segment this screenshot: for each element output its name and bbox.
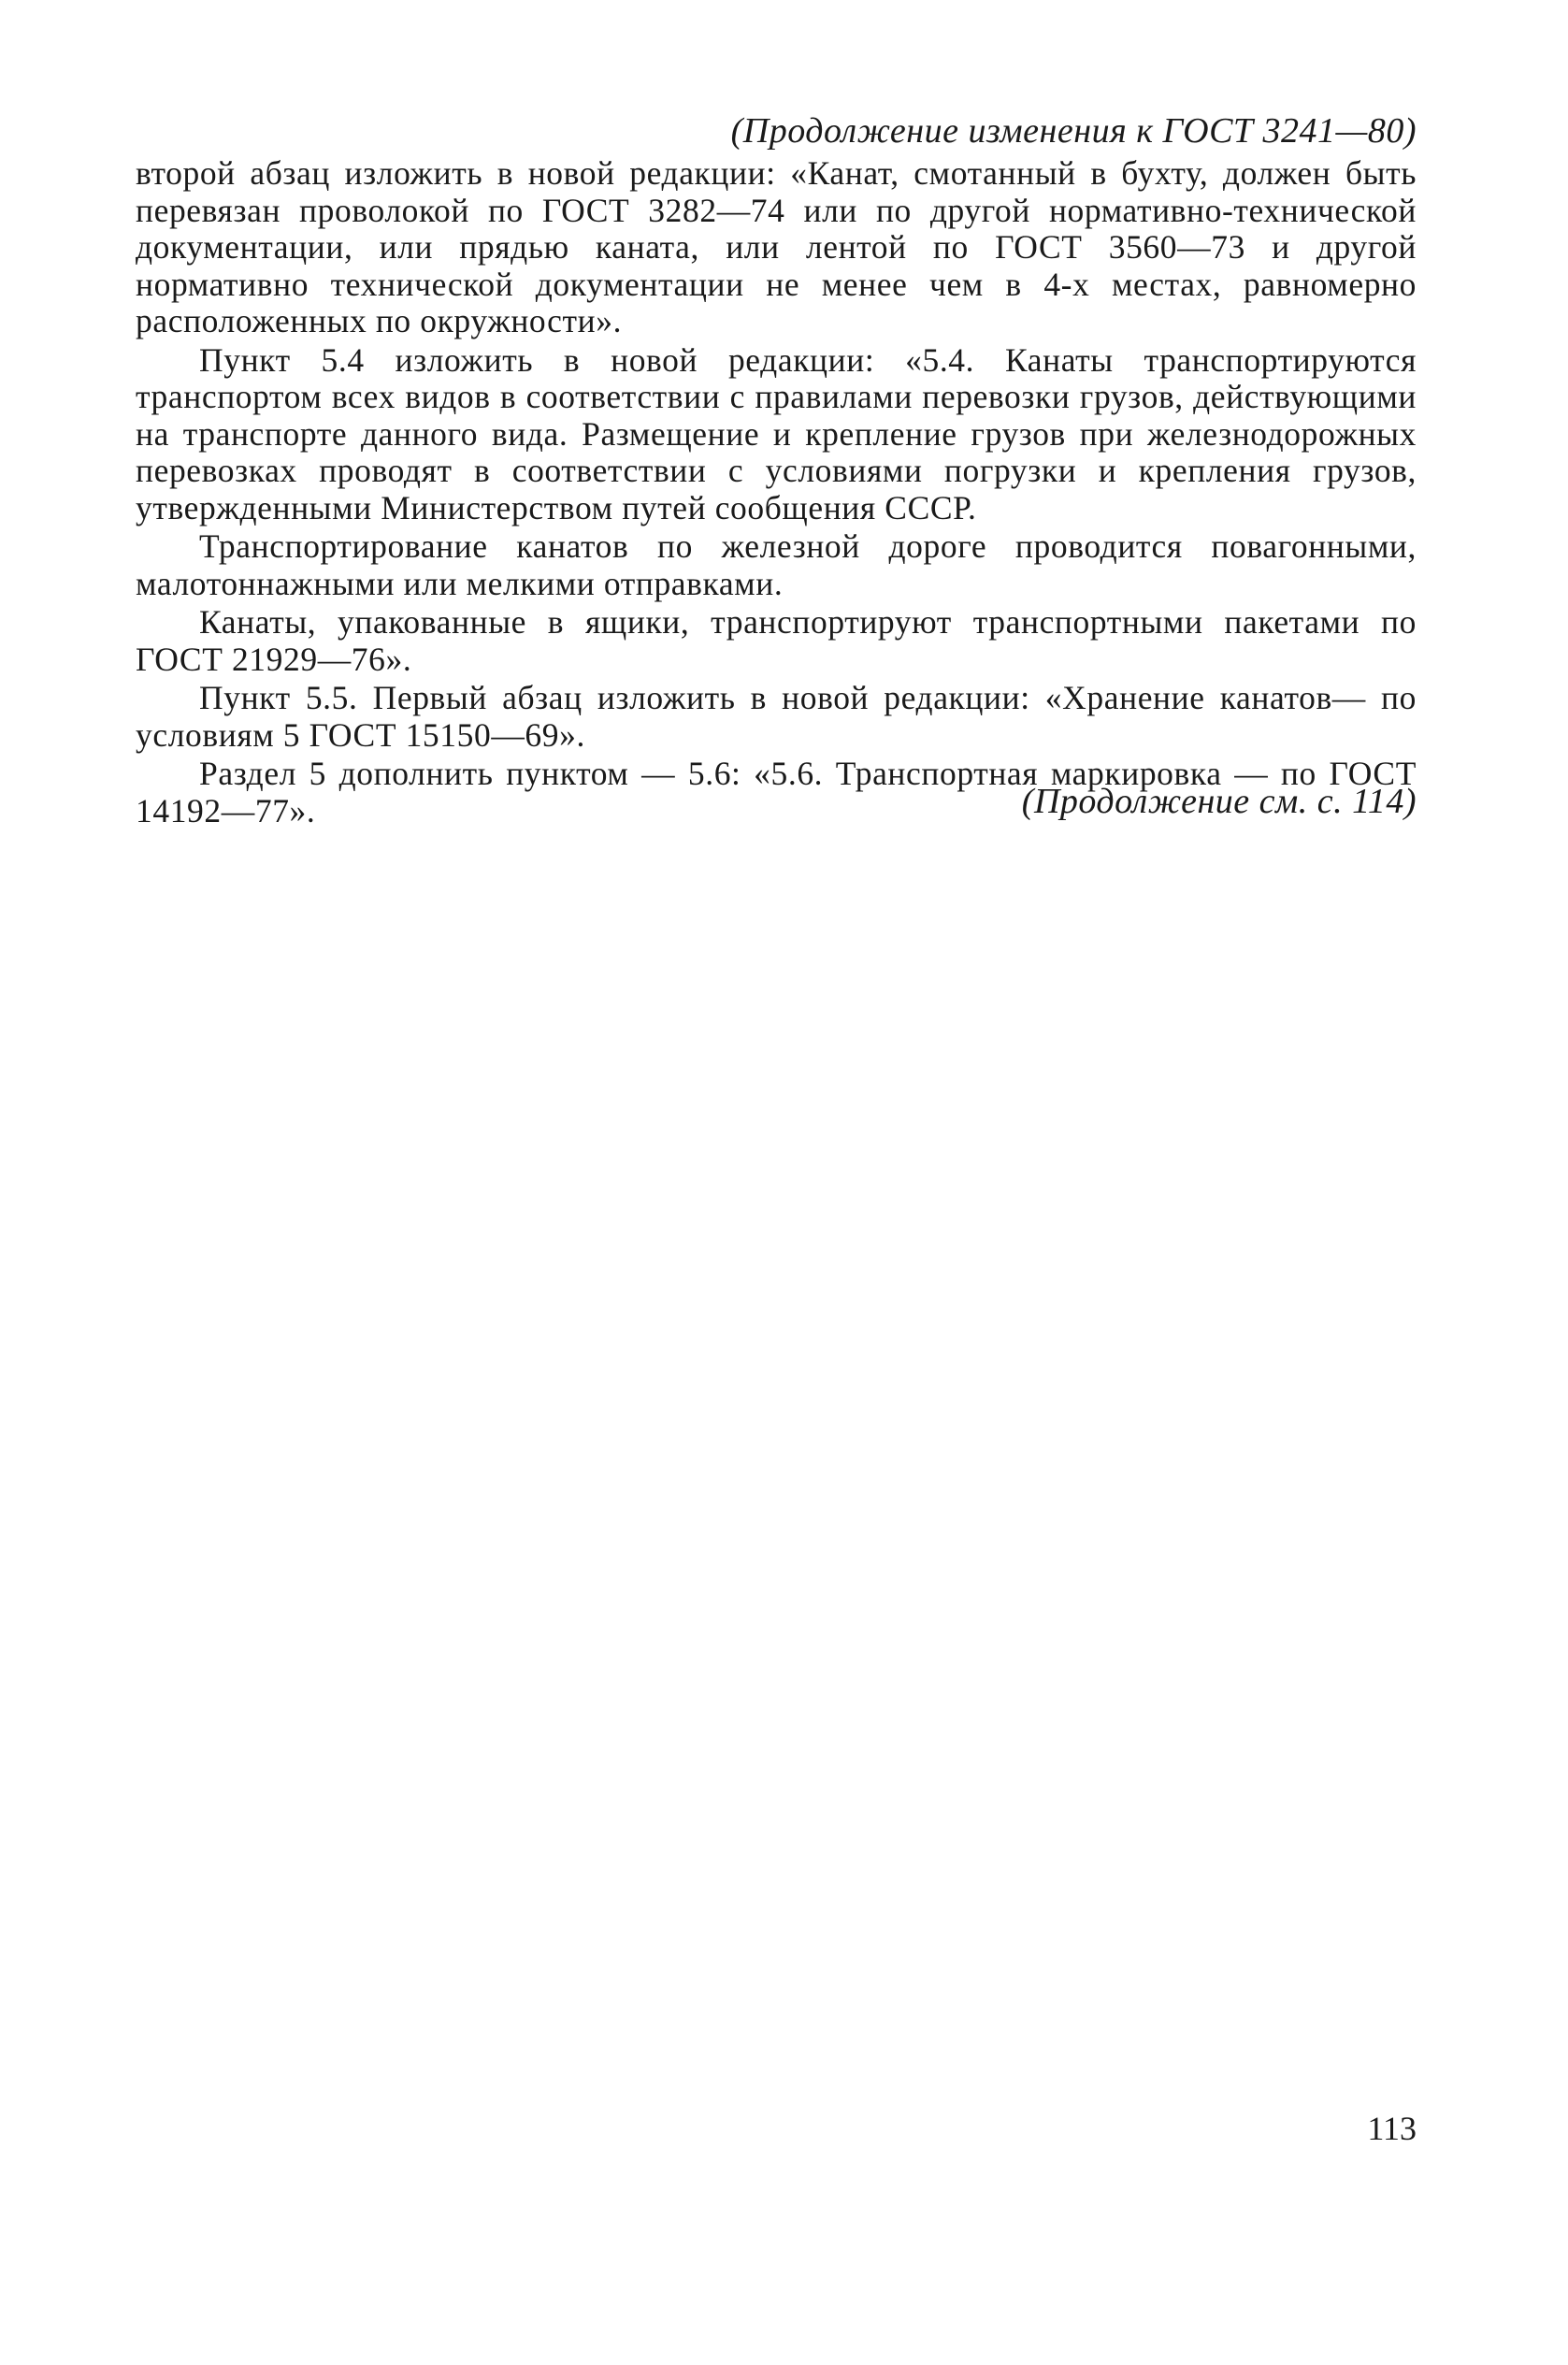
- paragraph-clause-5-6: Раздел 5 дополнить пунктом — 5.6: «5.6. Транспортная маркировка — по ГОСТ 14192—77».: [136, 755, 1417, 829]
- continuation-header: (Продолжение изменения к ГОСТ 3241—80): [730, 111, 1417, 151]
- continued-note: (Продолжение см. с. 114): [1021, 782, 1417, 821]
- paragraph-clause-5-4: Пункт 5.4 изложить в новой редакции: «5.4. Канаты транспортируются транспортом всех видов в соответствии с правилами перевозки грузов, действующими на транспорте данного вида. Размещение и крепление грузов при железнодорожных перевозках проводят в соответствии с условиями погрузки и крепления грузов, утвержденными Министерством путей сообщения СССР.: [136, 340, 1417, 526]
- paragraph-boxed-ropes: Канаты, упакованные в ящики, транспортируют транспортными пакетами по ГОСТ 21929—76».: [136, 603, 1417, 678]
- document-body: [136, 155, 1417, 829]
- paragraph-railway-transport: Транспортирование канатов по железной дороге проводится повагонными, малотоннажными или мелкими отправками.: [136, 527, 1417, 602]
- page-number: 113: [1367, 2110, 1417, 2147]
- paragraph-clause-5-5: Пункт 5.5. Первый абзац изложить в новой редакции: «Хранение канатов— по условиям 5 ГОСТ 15150—69».: [136, 679, 1417, 754]
- paragraph-rope-bundling: второй абзац изложить в новой редакции: «Канат, смотанный в бухту, должен быть перевязан проволокой по ГОСТ 3282—74 или по другой нормативно-технической документации, или прядью каната, или лентой по ГОСТ 3560—73 и другой нормативно технической документации не менее чем в 4-х местах, равномерно расположенных по окружности».: [136, 154, 1417, 339]
